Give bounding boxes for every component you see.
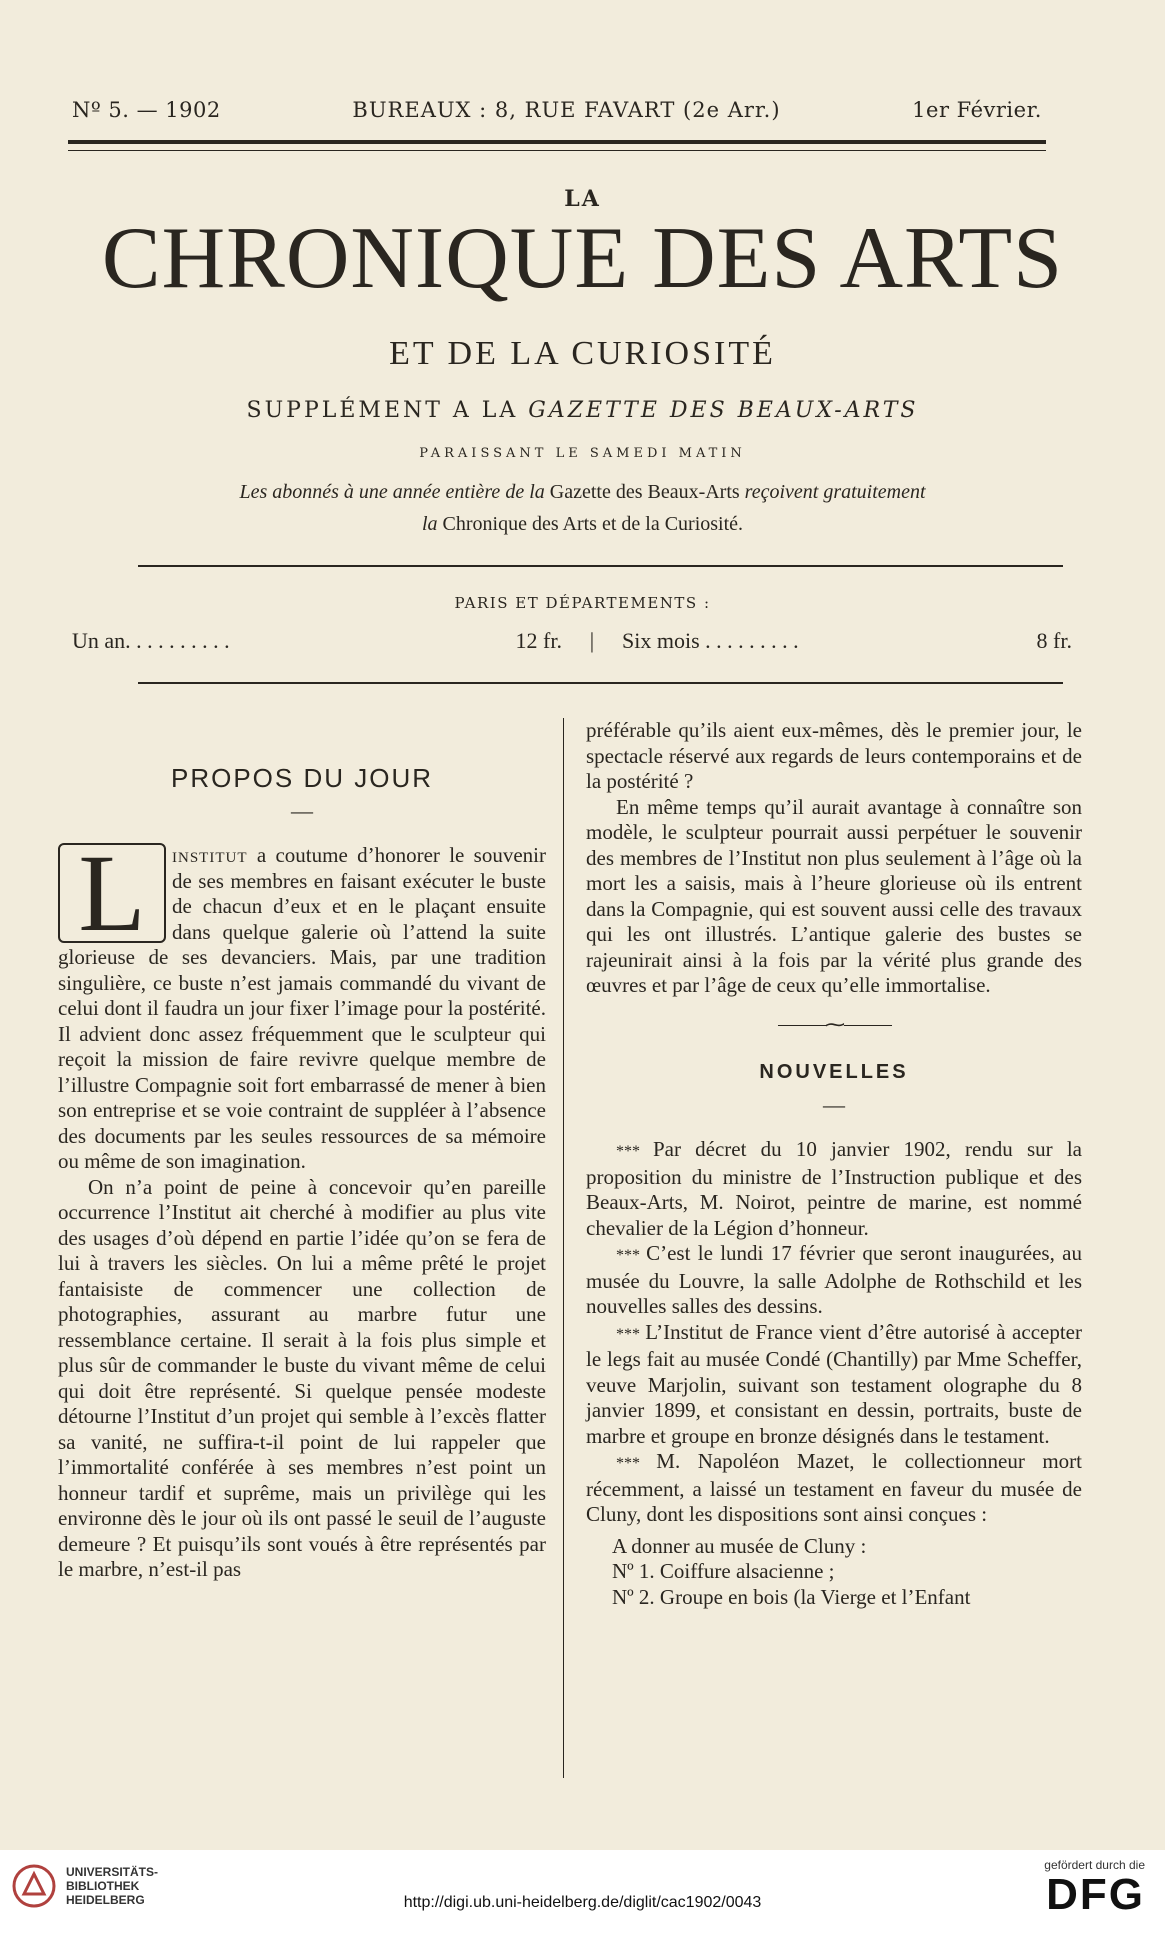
news-item: *** M. Napoléon Mazet, le collectionneur mort récemment, a laissé un testament en faveur du musée de Cluny, dont les dispositions sont ainsi conçues : (586, 1449, 1083, 1526)
news-item: *** Par décret du 10 janvier 1902, rendu sur la proposition du ministre de l’Instruction publique et des Beaux-Arts, M. Noirot, peintre de marine, est nommé chevalier de la Légion d’honneur. (586, 1137, 1082, 1240)
masthead-subtitle: ET DE LA CURIOSITÉ (389, 335, 776, 372)
right-column (586, 718, 1082, 1610)
dfg-logo[interactable]: gefördert durch die DFG (1044, 1858, 1145, 1919)
ornament-divider: ⸻⁓⸻ (777, 1013, 891, 1036)
propos-heading: PROPOS DU JOUR (170, 763, 434, 793)
column-divider (563, 718, 564, 1778)
propos-dash: — (291, 797, 313, 823)
issue-date: 1er Février. (912, 98, 1042, 122)
university-logo[interactable]: UNIVERSITÄTS- BIBLIOTHEK HEIDELBERG (12, 1864, 158, 1908)
bequest-list (586, 1534, 1082, 1611)
issue-number: Nº 5. — 1902 (72, 98, 221, 122)
list-item: Nº 2. Groupe en bois (la Vierge et l’Enfant (612, 1584, 971, 1609)
news-item: *** C’est le lundi 17 février que seront inaugurées, au musée du Louvre, la salle Adolphe de Rothschild et les nouvelles salles des dessins. (586, 1241, 1082, 1318)
propos-paragraph-4: En même temps qu’il aurait avantage à connaître son modèle, le sculpteur pourrait aussi perpétuer le souvenir des membres de l’Institut non plus seulement à l’âge où la mort les a saisis, mais à l’heure glorieuse où ils entrent dans la Compagnie, qui est souvent aussi celle des travaux qui les ont illustrés. L’antique galerie des bustes se rajeunirait ainsi à la fois par la vérité plus grande des œuvres et par l’âge de ceux qu’elle immortalise. (586, 794, 1082, 997)
price-half-value: 8 fr. (1036, 628, 1072, 653)
subscription-heading: PARIS ET DÉPARTEMENTS : (454, 594, 711, 612)
header-line (72, 98, 1042, 122)
list-item: A donner au musée de Cluny : (612, 1533, 867, 1558)
masthead-title: CHRONIQUE DES ARTS (101, 210, 1064, 307)
subscriber-note: Les abonnés à une année entière de la Gazette des Beaux-Arts reçoivent gratuitement la Chronique des Arts et de la Curiosité. (239, 481, 926, 535)
nouvelles-dash: — (823, 1091, 845, 1117)
list-item: Nº 1. Coiffure alsacienne ; (612, 1559, 835, 1583)
ornamental-dropcap: L (58, 843, 166, 943)
subscription-prices: Un an. . . . . . . . . . 12 fr. | Six mois . . . . . . . . . 8 fr. (72, 628, 1072, 653)
price-half-label: Six mois . . . . . . . . . (622, 628, 799, 653)
news-item: *** L’Institut de France vient d’être autorisé à accepter le legs fait au musée Condé (Chantilly) par Mme Scheffer, veuve Marjolin, suivant son testament olographe du 8 janvier 1899, et consistant en dessin, portraits, buste de marbre et groupe en bronze désignés dans le testament. (586, 1319, 1082, 1448)
propos-paragraph-1: institut a coutume d’honorer le souvenir de ses membres en faisant exécuter le buste de chacun d’eux et en le plaçant ensuite dans quelque galerie où l’attend la suite glorieuse de ses devanciers. Mais, par une tradition singulière, ce buste n’est jamais commandé du vivant de celui dont il faudra un jour fixer l’image pour la postérité. Il advient donc assez fréquemment que le sculpteur qui reçoit la mission de faire revivre quelque membre de l’illustre Compagnie soit fort embarrassé de mener à bien son entreprise et se voie contraint de suppléer à l’absence des documents par les seules ressources de sa mémoire ou même de son imagination. (58, 843, 546, 1173)
propos-paragraph-2: On n’a point de peine à concevoir qu’en pareille occurrence l’Institut ait cherché à modifier au plus vite des usages d’où dépend en partie l’idée qu’on se fera de lui à travers les siècles. On lui a même prêté le projet fantaisiste de commencer une collection de photographies, assurant au marbre futur une ressemblance certaine. Il serait à la fois plus simple et plus sûr de commander le buste du vivant même de celui qui doit être représenté. Si quelque pensée modeste détourne l’Institut d’un projet qui semble à l’excès flatter sa vanité, ne suffira-t-il point de lui rappeler que l’immortalité conférée à ses membres n’est point un honneur tardif et suprême, mais un privilège qui les environne dès le jour où ils ont passé le seuil de l’auguste demeure ? Et puisqu’ils sont voués à être représentés par le marbre, n’est-il pas (58, 1174, 546, 1581)
price-year-label: Un an. . . . . . . . . . (72, 628, 230, 653)
propos-paragraph-3: préférable qu’ils aient eux-mêmes, dès le premier jour, le spectacle réservé aux regards de leurs contemporains et de la postérité ? (586, 718, 1082, 793)
bureaux-address: BUREAUX : 8, RUE FAVART (2e Arr.) (352, 98, 781, 122)
prices-rule (138, 682, 1063, 684)
source-url-link[interactable]: http://digi.ub.uni-heidelberg.de/diglit/cac1902/0043 (403, 1894, 762, 1911)
publication-schedule: PARAISSANT LE SAMEDI MATIN (419, 446, 746, 461)
header-rule-thin (68, 150, 1046, 151)
header-rule-thick (68, 140, 1046, 144)
left-column (58, 700, 546, 1583)
masthead-la: LA (564, 186, 601, 212)
nouvelles-heading: NOUVELLES (759, 1061, 909, 1083)
masthead-rule (138, 565, 1063, 567)
price-year-value: 12 fr. (515, 628, 562, 653)
supplement-line: SUPPLÉMENT A LA GAZETTE DES BEAUX-ARTS (246, 398, 919, 423)
